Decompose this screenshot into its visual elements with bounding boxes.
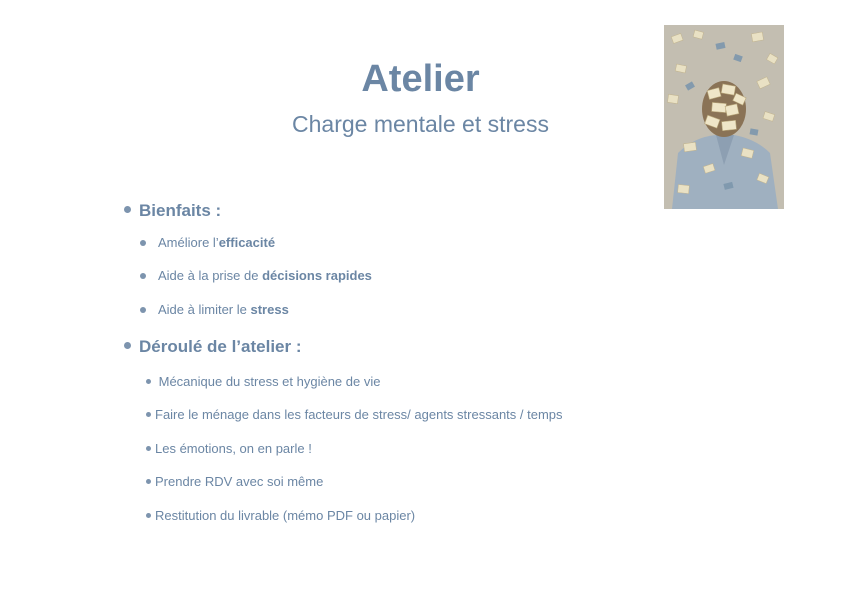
list-item-text: Mécanique du stress et hygiène de vie xyxy=(155,374,381,389)
list-item xyxy=(146,440,312,458)
list-item xyxy=(140,301,289,319)
list-item-emphasis: décisions rapides xyxy=(262,268,372,283)
bullet-icon xyxy=(146,513,151,518)
bullet-icon xyxy=(146,412,151,417)
list-item-text: Prendre RDV avec soi même xyxy=(155,474,324,489)
bullet-icon xyxy=(124,342,131,349)
list-item-emphasis: efficacité xyxy=(218,235,276,250)
bullet-icon xyxy=(146,379,151,384)
bullet-icon xyxy=(124,206,131,213)
bullet-icon xyxy=(146,479,151,484)
slide-subtitle: Charge mentale et stress xyxy=(292,111,549,137)
list-item-text: Aide à limiter le xyxy=(158,302,251,317)
bullet-icon xyxy=(140,273,146,279)
section-heading-deroule xyxy=(124,336,302,358)
list-item-text: Aide à la prise de xyxy=(158,268,263,283)
list-item xyxy=(140,234,275,252)
section-heading-text: Bienfaits : xyxy=(139,201,222,220)
list-item xyxy=(146,373,380,391)
section-heading-text: Déroulé de l’atelier : xyxy=(139,337,302,356)
list-item-text: Améliore l’ xyxy=(158,235,219,250)
list-item xyxy=(140,267,372,285)
list-item-text: Les émotions, on en parle ! xyxy=(155,441,312,456)
list-item xyxy=(146,406,563,424)
list-item xyxy=(146,473,323,491)
stressed-person-image xyxy=(664,25,784,209)
list-item-text: Faire le ménage dans les facteurs de stress/ agents stressants / temps xyxy=(155,407,563,422)
bullet-icon xyxy=(140,307,146,313)
bullet-icon xyxy=(146,446,151,451)
slide-title: Atelier xyxy=(361,58,480,100)
section-heading-bienfaits xyxy=(124,200,221,222)
bullet-icon xyxy=(140,240,146,246)
list-item-emphasis: stress xyxy=(250,302,289,317)
list-item-text: Restitution du livrable (mémo PDF ou papier) xyxy=(155,508,416,523)
list-item xyxy=(146,507,415,525)
